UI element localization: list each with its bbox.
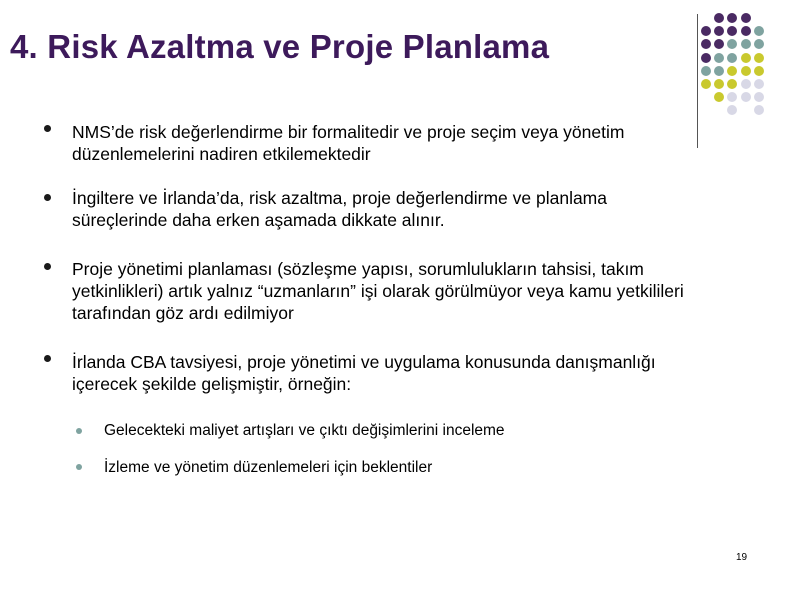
bullet-marker	[44, 194, 51, 201]
sub-bullet-item: Gelecekteki maliyet artışları ve çıktı değişimlerini inceleme	[104, 422, 505, 439]
decorative-dot	[727, 66, 737, 76]
decorative-dot	[714, 66, 724, 76]
decorative-dot	[754, 66, 764, 76]
decorative-dot	[727, 39, 737, 49]
sub-bullet-marker	[76, 428, 82, 434]
slide-title: 4. Risk Azaltma ve Proje Planlama	[10, 28, 550, 65]
decorative-dot	[727, 105, 737, 115]
bullet-item: İrlanda CBA tavsiyesi, proje yönetimi ve uygulama konusunda danışmanlığı içerecek şekilde gelişmiştir, örneğin:	[72, 352, 656, 394]
decorative-dot	[714, 53, 724, 63]
decorative-dot	[754, 79, 764, 89]
decorative-dot	[754, 105, 764, 115]
decorative-dot	[701, 53, 711, 63]
decorative-dot	[741, 92, 751, 102]
bullet-marker	[44, 355, 51, 362]
decorative-dot	[741, 26, 751, 36]
decorative-dot	[714, 39, 724, 49]
divider-line	[697, 14, 698, 148]
decorative-dot	[741, 66, 751, 76]
bullet-item: Proje yönetimi planlaması (sözleşme yapısı, sorumlulukların tahsisi, takım yetkinlikleri) artık yalnız “uzmanların” işi olarak görülmüyor veya kamu yetkilileri tarafından göz ardı edilmiyor	[72, 259, 684, 323]
decorative-dot	[714, 13, 724, 23]
page-number: 19	[736, 552, 748, 563]
decorative-dot	[741, 79, 751, 89]
decorative-dot	[727, 92, 737, 102]
decorative-dot	[714, 26, 724, 36]
decorative-dot	[727, 13, 737, 23]
bullet-item: İngiltere ve İrlanda’da, risk azaltma, proje değerlendirme ve planlama süreçlerinde daha erken aşamada dikkate alınır.	[72, 188, 607, 230]
decorative-dot	[701, 26, 711, 36]
decorative-dot	[701, 66, 711, 76]
decorative-dot	[754, 39, 764, 49]
decorative-dot	[701, 79, 711, 89]
decorative-dot	[754, 53, 764, 63]
decorative-dot	[701, 39, 711, 49]
decorative-dot	[741, 39, 751, 49]
sub-bullet-item: İzleme ve yönetim düzenlemeleri için beklentiler	[104, 459, 433, 476]
bullet-marker	[44, 125, 51, 132]
decorative-dot	[727, 53, 737, 63]
decorative-dot	[741, 13, 751, 23]
sub-bullet-marker	[76, 464, 82, 470]
decorative-dot	[741, 53, 751, 63]
decorative-dot	[714, 79, 724, 89]
decorative-dot	[754, 26, 764, 36]
decorative-dot	[727, 26, 737, 36]
bullet-marker	[44, 263, 51, 270]
decorative-dot	[714, 92, 724, 102]
decorative-dot	[727, 79, 737, 89]
bullet-item: NMS’de risk değerlendirme bir formalitedir ve proje seçim veya yönetim düzenlemelerini nadiren etkilemektedir	[72, 122, 625, 164]
decorative-dot	[754, 92, 764, 102]
